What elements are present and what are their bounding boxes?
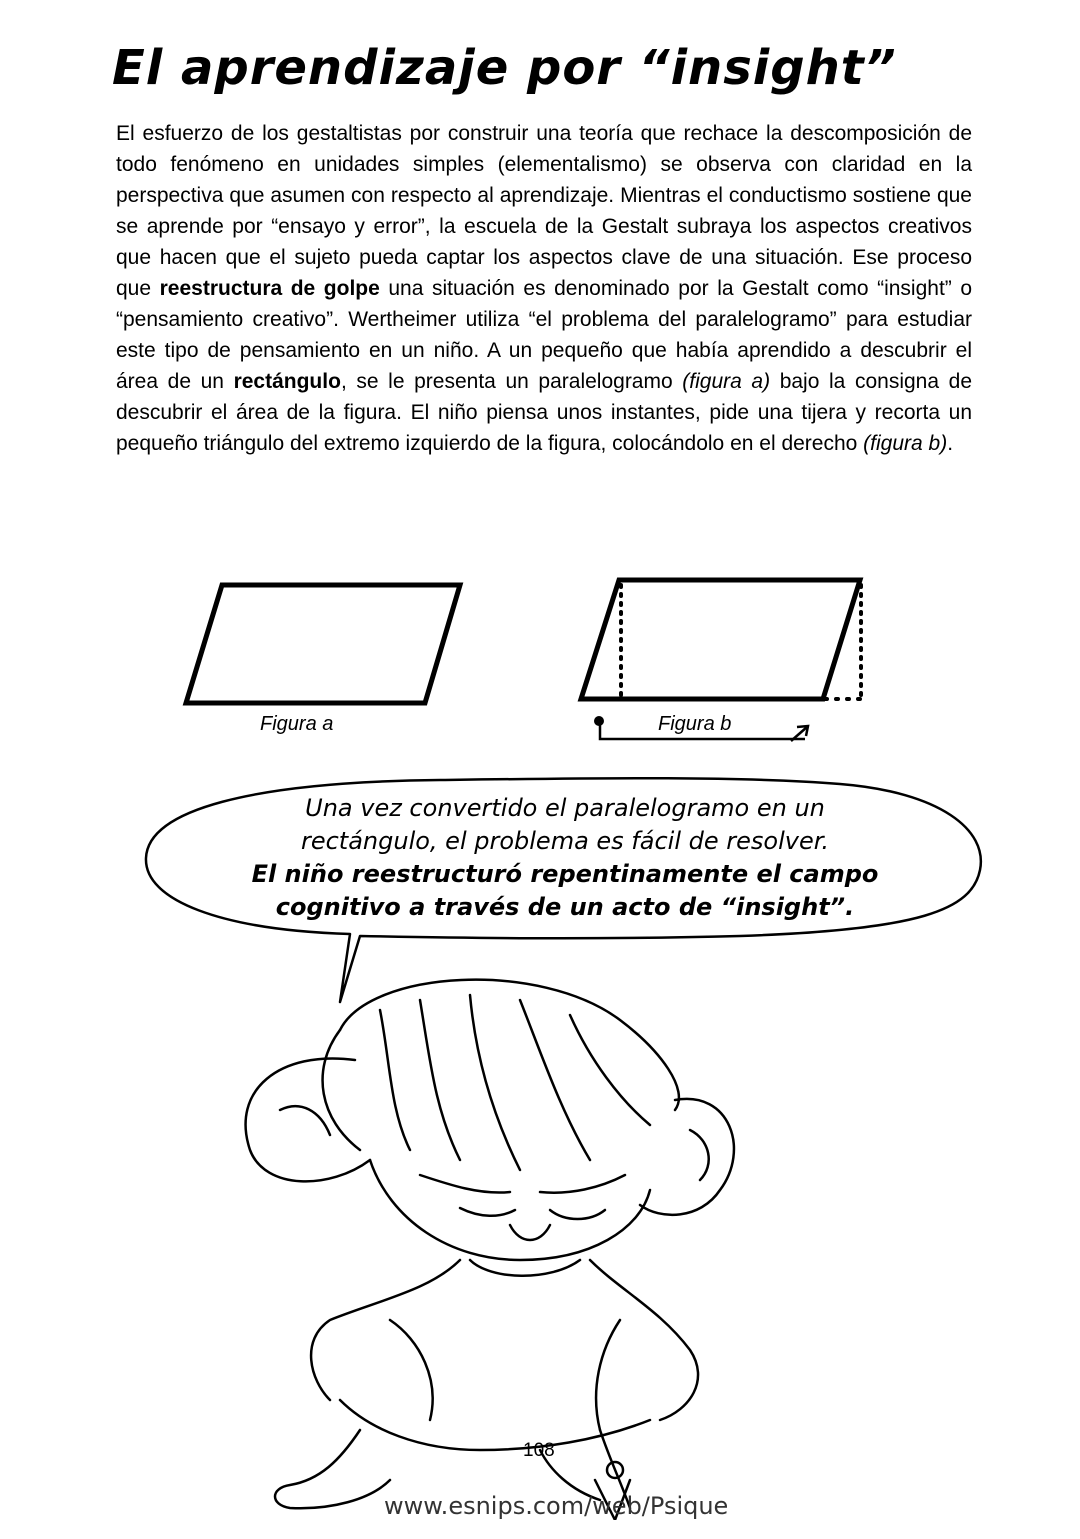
paragraph-text-4: bajo la consigna de descubrir el área de la figura. El niño piensa unos instantes, pide una tijera y recorta un pequeño triángulo del extremo izquierdo de la figura, colocándolo en el derecho [116, 370, 972, 455]
speech-line-2: rectángulo, el problema es fácil de resolver. [300, 827, 830, 855]
figure-b-caption: Figura b [658, 713, 732, 735]
page-number: 108 [523, 1440, 555, 1461]
body-paragraph [116, 118, 972, 459]
paragraph-bold-1: reestructura de golpe [159, 277, 380, 300]
page-title: El aprendizaje por “insight” [112, 40, 897, 96]
paragraph-text-1: El esfuerzo de los gestaltistas por construir una teoría que rechace la descomposición de todo fenómeno en unidades simples (elementalismo) se observa con claridad en la perspectiva que asumen con respecto al aprendizaje. Mientras el conductismo sostiene que se aprende por “ensayo y error”, la escuela de la Gestalt subraya los aspectos creativos que hacen que el sujeto pueda captar los aspectos clave de una situación. Ese proceso que [116, 122, 972, 300]
figure-a-parallelogram [180, 580, 470, 710]
paragraph-bold-2: rectángulo [233, 370, 341, 393]
watermark-url: www.esnips.com/web/Psique [384, 1492, 729, 1520]
speech-line-4: cognitivo a través de un acto de “insight”. [275, 893, 855, 921]
paragraph-italic-1: (figura a) [682, 370, 771, 393]
paragraph-text-2: una situación es denominado por la Gestalt como “insight” o “pensamiento creativo”. Wertheimer utiliza “el problema del paralelogramo” para estudiar este tipo de pensamiento en un niño. A un pequeño que había aprendido a descubrir el área de un [116, 277, 973, 393]
paragraph-text-5: . [947, 432, 954, 455]
speech-line-1: Una vez convertido el paralelogramo en un [305, 794, 825, 822]
paragraph-italic-2: (figura b) [863, 432, 948, 455]
speech-text [175, 792, 955, 924]
figure-a-caption: Figura a [260, 713, 334, 735]
cartoon-boy-illustration [220, 960, 780, 1520]
paragraph-text-3: , se le presenta un paralelogramo [340, 370, 683, 393]
speech-line-3: El niño reestructuró repentinamente el campo [251, 860, 879, 888]
